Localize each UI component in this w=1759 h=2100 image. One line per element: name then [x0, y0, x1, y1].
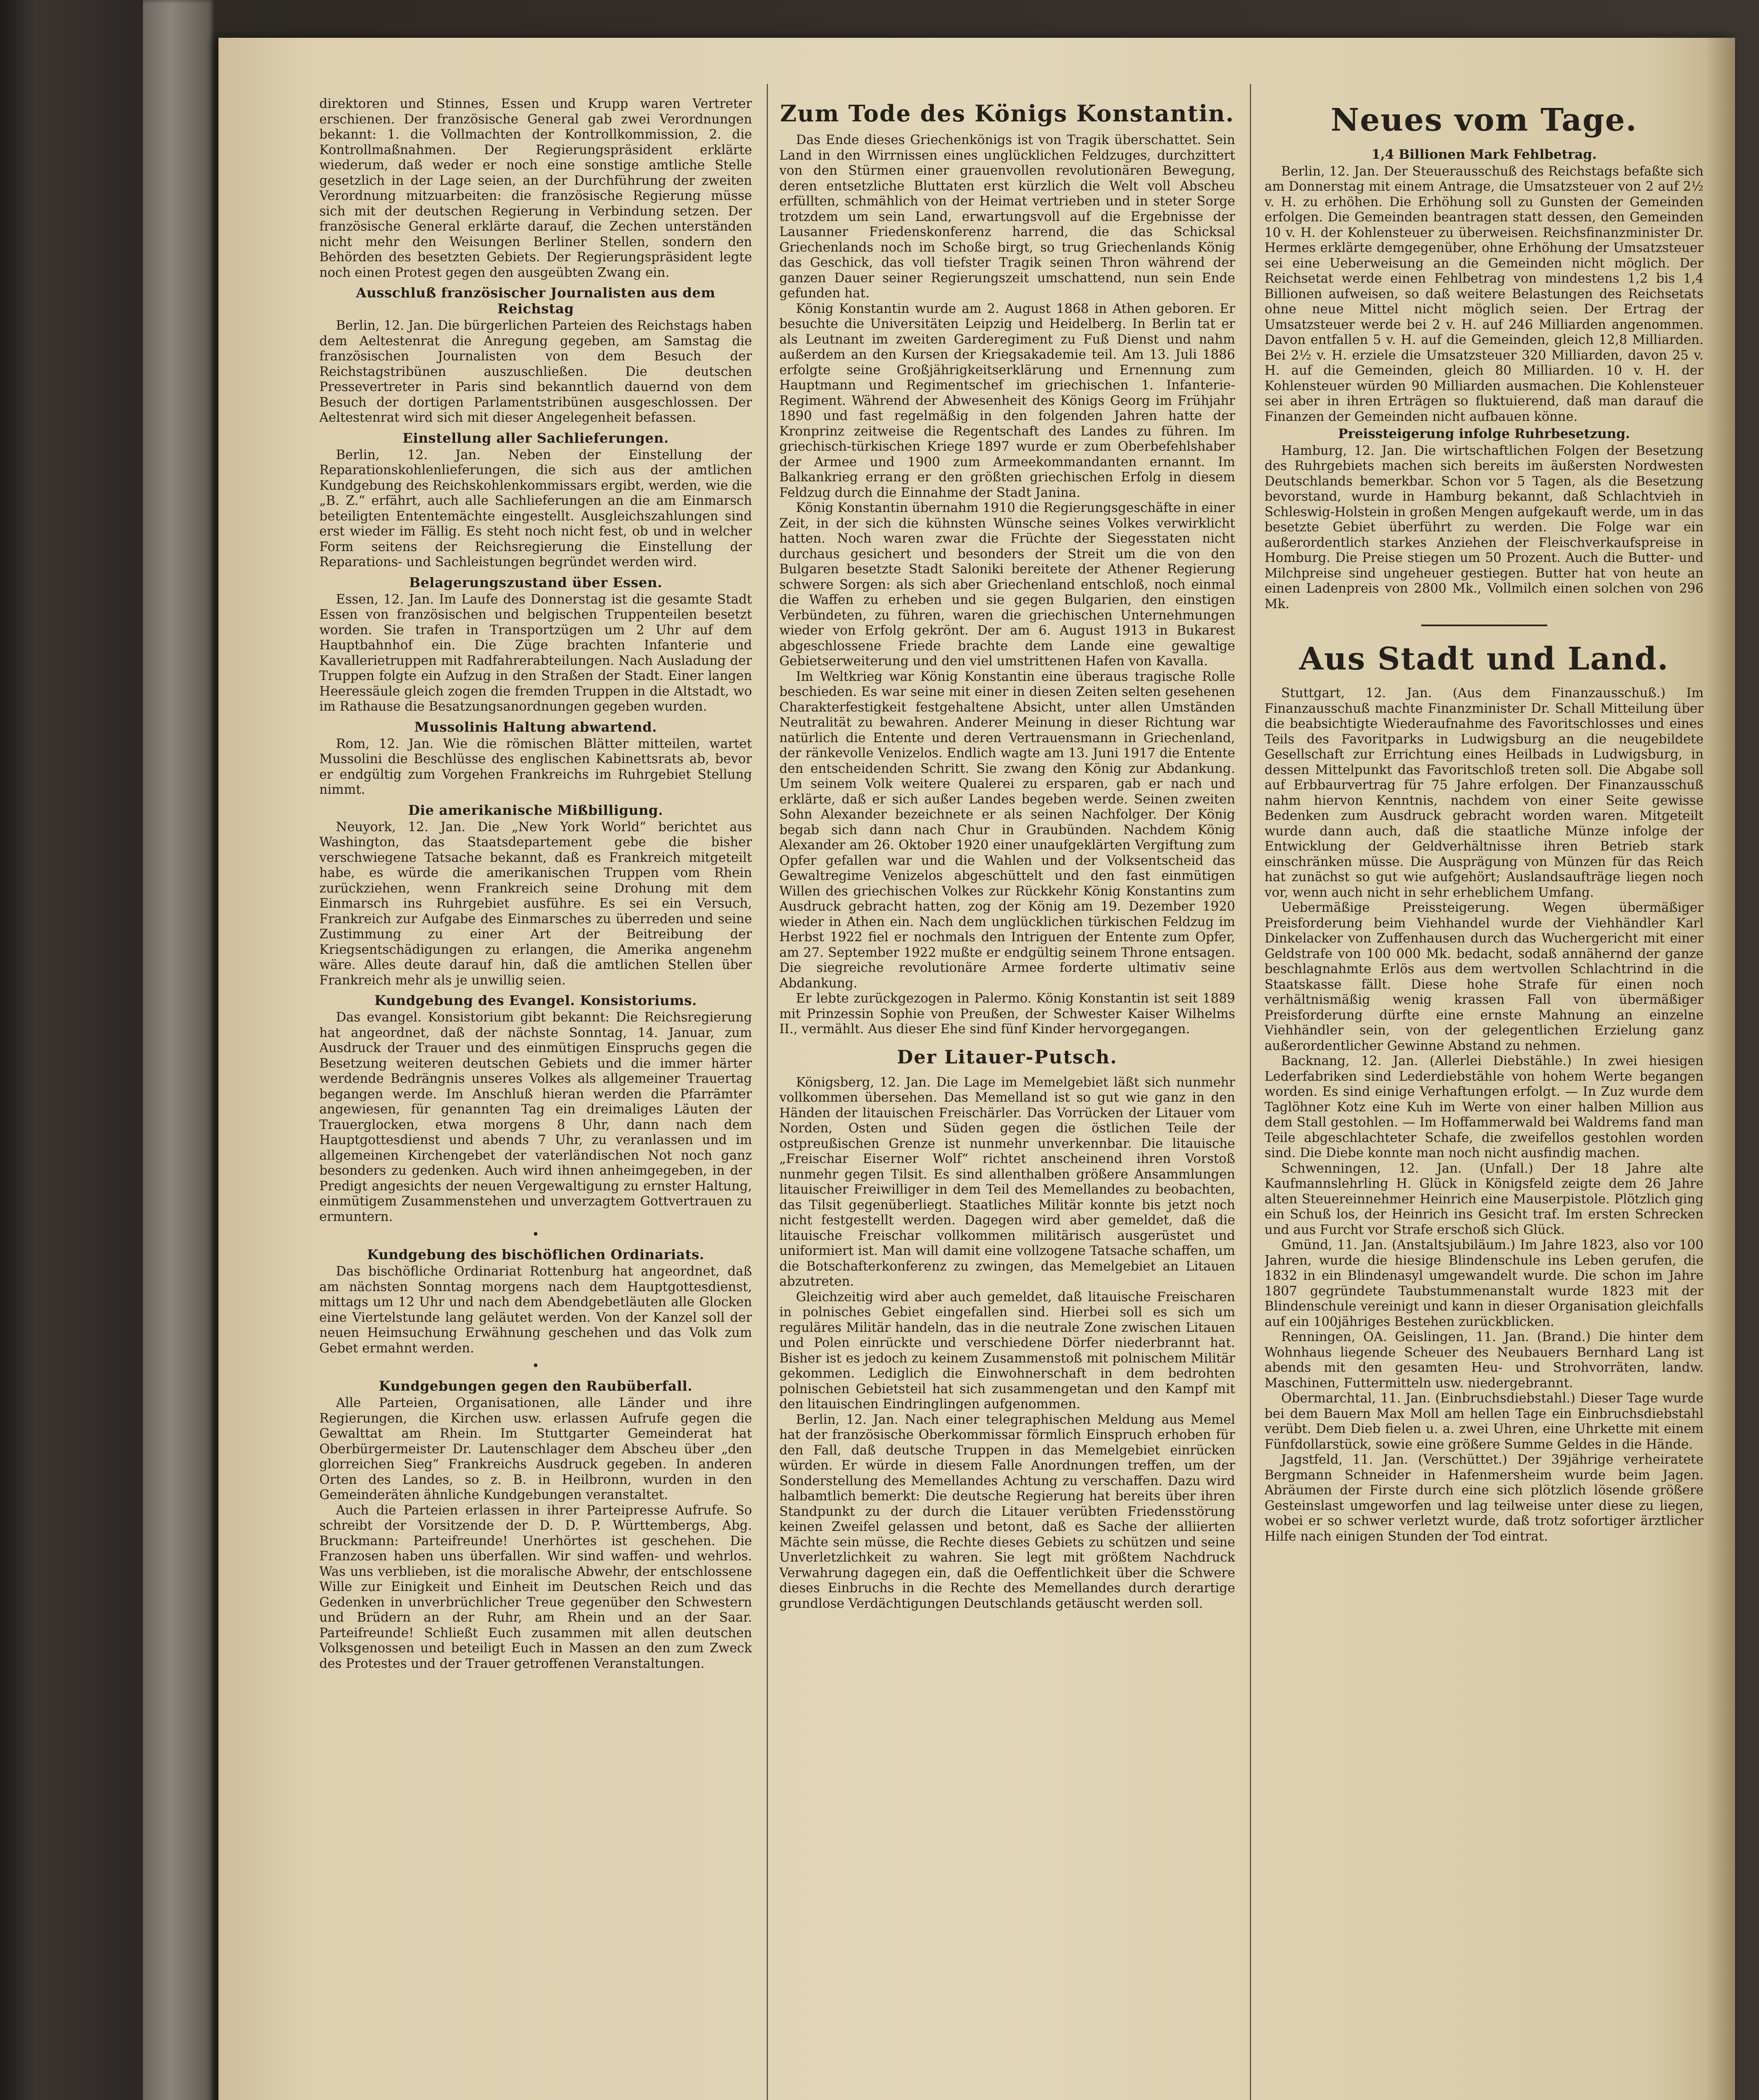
article-heading: Die amerikanische Mißbilligung. — [408, 802, 663, 818]
column-rule-1 — [767, 84, 768, 2100]
separator-dot: • — [532, 1359, 539, 1373]
column-rule-2 — [1250, 84, 1251, 2100]
column-2 — [779, 97, 1235, 2100]
article-paragraph: Essen, 12. Jan. Im Laufe des Donnerstag ist die gesamte Stadt Essen von französischen und belgischen Truppenteilen besetzt worden. Sie trafen in Transportzügen um 2 Uhr auf dem Hauptbahnhof ein. Die Züge brachten Infanterie und Kavallerietruppen mit Radfahrerabteilungen. Nach Ausladung der Truppen folgte ein Aufzug in den Straßen der Stadt. Einer langen Heeressäule gleich zogen die fremden Truppen in die Altstadt, wo im Rathause die Besatzungsanordnungen gegeben wurden. — [319, 592, 752, 714]
article-paragraph: Uebermäßige Preissteigerung. Wegen übermäßiger Preisforderung beim Viehhandel wurde der Viehhändler Karl Dinkelacker von Zuffenhausen durch das Wuchergericht mit einer Geldstrafe von 100 000 Mk. bedacht, sodaß annähernd der ganze beschlagnahmte Erlös aus dem wertvollen Schlachtrind in die Staatskasse fällt. Diese hohe Strafe für einen noch verhältnismäßig wenig krassen Fall von übermäßiger Preisforderung dürfte eine ernste Mahnung an einzelne Viehhändler sein, von der gelegentlichen Erzielung ganz außerordentlicher Gewinne Abstand zu nehmen. — [1265, 900, 1704, 1053]
article-heading: Kundgebungen gegen den Raubüberfall. — [379, 1378, 693, 1394]
article-heading: Einstellung aller Sachlieferungen. — [402, 430, 669, 446]
article-heading: Ausschluß französischer Journalisten aus dem Reichstag — [356, 285, 715, 317]
article-paragraph: Schwenningen, 12. Jan. (Unfall.) Der 18 Jahre alte Kaufmannslehrling H. Glück in Königsfeld zeigte dem 26 Jahre alten Steuereinnehmer Heinrich eine Mauserpistole. Plötzlich ging ein Schuß los, der Heinrich ins Gesicht traf. Im ersten Schrecken und aus Furcht vor Strafe erschoß sich Glück. — [1265, 1161, 1704, 1237]
section-title: Der Litauer-Putsch. — [897, 1046, 1117, 1068]
article-heading: Mussolinis Haltung abwartend. — [414, 719, 657, 735]
article-heading: Kundgebung des bischöflichen Ordinariats. — [367, 1247, 705, 1263]
article-paragraph: Er lebte zurückgezogen in Palermo. König Konstantin ist seit 1889 mit Prinzessin Sophie von Preußen, der Schwester Kaiser Wilhelms II., vermählt. Aus dieser Ehe sind fünf Kinder hervorgegangen. — [779, 991, 1235, 1037]
article-paragraph: Renningen, OA. Geislingen, 11. Jan. (Brand.) Die hinter dem Wohnhaus liegende Scheuer des Neubauers Bernhard Lang ist abends mit den gesamten Heu- und Strohvorräten, landw. Maschinen, Futtermitteln usw. niedergebrannt. — [1265, 1330, 1704, 1391]
article-paragraph: König Konstantin wurde am 2. August 1868 in Athen geboren. Er besuchte die Universitäten Leipzig und Heidelberg. In Berlin tat er als Leutnant im zweiten Garderegiment zu Fuß Dienst und nahm außerdem an den Kursen der Kriegsakademie teil. Am 13. Juli 1886 erfolgte seine Großjährigkeitserklärung und Ernennung zum Hauptmann und Regimentschef im griechischen 1. Infanterie-Regiment. Während der Abwesenheit des Königs Georg im Frühjahr 1890 und fast regelmäßig in den folgenden Jahren hatte der Kronprinz zeitweise die Regentschaft des Landes zu führen. Im griechisch-türkischen Kriege 1897 wurde er zum Oberbefehlshaber der Armee und 1900 zum Armeekommandanten ernannt. Im Balkankrieg errang er den größten griechischen Erfolg in diesem Feldzug durch die Einnahme der Stadt Janina. — [779, 301, 1235, 500]
article-paragraph: direktoren und Stinnes, Essen und Krupp waren Vertreter erschienen. Der französische General gab zwei Verordnungen bekannt: 1. die Vollmachten der Kontrollkommission, 2. die Kontrollmaßnahmen. Der Regierungspräsident erklärte wiederum, daß weder er noch eine sonstige amtliche Stelle gesetzlich in der Lage seien, an der Durchführung der zweiten Verordnung mitzuarbeiten: die französische Regierung müsse sich mit der deutschen Regierung in Verbindung setzen. Der französische General erklärte darauf, die Zechen unterständen nicht mehr den Weisungen Berliner Stellen, sondern den Behörden des besetzten Gebiets. Der Regierungspräsident legte noch einen Protest gegen den ausgeübten Zwang ein. — [319, 97, 752, 280]
article-paragraph: Jagstfeld, 11. Jan. (Verschüttet.) Der 39jährige verheiratete Bergmann Schneider in Hafenmersheim wurde beim Jagen. Abräumen der Firste durch eine sich plötzlich lösende größere Gesteinslast umgeworfen und lag teilweise unter diese zu liegen, wobei er so schwer verletzt wurde, daß trotz sofortiger ärztlicher Hilfe nach einigen Stunden der Tod eintrat. — [1265, 1452, 1704, 1544]
article-paragraph: Obermarchtal, 11. Jan. (Einbruchsdiebstahl.) Dieser Tage wurde bei dem Bauern Max Moll am hellen Tage ein Einbruchsdiebstahl verübt. Dem Dieb fielen u. a. zwei Uhren, eine Uhrkette mit einem Fünfdollarstück, sowie eine größere Summe Geldes in die Hände. — [1265, 1391, 1704, 1452]
article-paragraph: Stuttgart, 12. Jan. (Aus dem Finanzausschuß.) Im Finanzausschuß machte Finanzminister Dr. Schall Mitteilung über die beabsichtigte Wiederaufnahme des Favoritschlosses und eines Teils des Favoritparks in Ludwigsburg an die neugebildete Gesellschaft zur Errichtung eines Heilbads in Ludwigsburg, in dessen Mittelpunkt das Favoritschloß treten soll. Die Abgabe soll auf Erbbaurvertrag für 75 Jahre erfolgen. Der Finanzausschuß nahm hiervon Kenntnis, nachdem von einer Seite gewisse Bedenken zum Ausdruck gebracht worden waren. Mitgeteilt wurde dann auch, daß die staatliche Münze infolge der Entwicklung der Geldverhältnisse ihren Betrieb stark einschränken müsse. Die Ausprägung von Münzen für das Reich hat zunächst so gut wie aufgehört; Auslandsaufträge liegen noch vor, wenn auch nicht in sehr erheblichem Umfang. — [1265, 686, 1704, 900]
article-heading: Belagerungszustand über Essen. — [409, 574, 663, 591]
section-title: Neues vom Tage. — [1330, 102, 1638, 138]
article-paragraph: Gmünd, 11. Jan. (Anstaltsjubiläum.) Im Jahre 1823, also vor 100 Jahren, wurde die hiesige Blindenschule ins Leben gerufen, die 1832 in ein Blindenasyl umgewandelt wurde. Die schon im Jahre 1807 gegründete Taubstummenanstalt wurde 1823 mit der Blindenschule vereinigt und kann in dieser Organisation gleichfalls auf ein 100jähriges Bestehen zurückblicken. — [1265, 1238, 1704, 1329]
separator-dot: • — [532, 1227, 539, 1242]
article-paragraph: Das Ende dieses Griechenkönigs ist von Tragik überschattet. Sein Land in den Wirrnissen eines unglücklichen Feldzuges, durchzittert von den Stürmen einer grauenvollen revolutionären Bewegung, deren entsetzliche Bluttaten erst kürzlich die Welt voll Abscheu erfüllten, schmählich von der Heimat vertrieben und in steter Sorge trotzdem um sein Land, erwartungsvoll auf die Ergebnisse der Lausanner Friedenskonferenz harrend, die das Schicksal Griechenlands noch im Schoße birgt, so trug Griechenlands König das Geschick, das voll tiefster Tragik seinen Thron während der ganzen Dauer seiner Regierungszeit umschattend, nun sein Ende gefunden hat. — [779, 133, 1235, 301]
section-divider — [1421, 625, 1547, 626]
article-heading: Preissteigerung infolge Ruhrbesetzung. — [1338, 426, 1630, 441]
newspaper-page — [218, 38, 1735, 2100]
article-paragraph: Neuyork, 12. Jan. Die „New York World“ berichtet aus Washington, das Staatsdepartement gebe die bisher verschwiegene Tatsache bekannt, daß es Frankreich mitgeteilt habe, es würde die amerikanischen Truppen vom Rhein zurückziehen, wenn Frankreich seine Drohung mit dem Einmarsch ins Ruhrgebiet ausführe. Es sei ein Versuch, Frankreich zur Aufgabe des Einmarsches zu überreden und seine Zustimmung zu einer Art der Beitreibung der Kriegsentschädigungen zu erlangen, die Amerika angenehm wäre. Alles deute darauf hin, daß die amtlichen Stellen über Frankreich mehr als je unwillig seien. — [319, 819, 752, 988]
article-paragraph: Gleichzeitig wird aber auch gemeldet, daß litauische Freischaren in polnisches Gebiet eingefallen sind. Hierbei soll es sich um reguläres Militär handeln, das in die neutrale Zone zwischen Litauen und Polen einrückte und verschiedene Dörfer niederbrannt hat. Bisher ist es jedoch zu keinem Zusammenstoß mit polnischem Militär gekommen. Lediglich die Einwohnerschaft in dem bedrohten polnischen Gebietsteil hat sich zusammengetan und den Kampf mit den litauischen Eindringlingen aufgenommen. — [779, 1289, 1235, 1412]
article-paragraph: Das evangel. Konsistorium gibt bekannt: Die Reichsregierung hat angeordnet, daß der nächste Sonntag, 14. Januar, zum Ausdruck der Trauer und des einmütigen Einspruchs gegen die Besetzung weiteren deutschen Gebiets und die immer härter werdende Bedrängnis unseres Volkes als allgemeiner Trauertag begangen werde. Im Anschluß hieran werden die Pfarrämter angewiesen, für genannten Tag ein dreimaliges Läuten der Trauerglocken, etwa morgens 8 Uhr, dann nach dem Hauptgottesdienst und abends 7 Uhr, zu veranlassen und im allgemeinen Kirchengebet der vaterländischen Not noch ganz besonders zu gedenken. Auch wird ihnen anheimgegeben, in der Predigt angesichts der neuen Vergewaltigung zu ernster Haltung, einmütigem Zusammenstehen und unverzagtem Gottvertrauen zu ermuntern. — [319, 1010, 752, 1224]
article-paragraph: König Konstantin übernahm 1910 die Regierungsgeschäfte in einer Zeit, in der sich die kühnsten Wünsche seines Volkes verwirklicht hatten. Noch waren zwar die Früchte der Siegesstaten nicht durchaus gesichert und besonders der Streit um die von den Bulgaren besetzte Stadt Saloniki bereitete der Athener Regierung schwere Sorgen: als sich aber Griechenland entschloß, noch einmal die Waffen zu erheben und sie gegen Bulgarien, den einstigen Verbündeten, zu führen, waren die griechischen Unternehmungen wieder von Erfolg gekrönt. Der am 6. August 1913 in Bukarest abgeschlossene Friede brachte dem Lande eine gewaltige Gebietserweiterung und den viel umstrittenen Hafen von Kavalla. — [779, 501, 1235, 669]
article-heading: Kundgebung des Evangel. Konsistoriums. — [374, 992, 697, 1008]
article-paragraph: Berlin, 12. Jan. Die bürgerlichen Parteien des Reichstags haben dem Aeltestenrat die Anregung gegeben, am Samstag die französischen Journalisten von dem Besuch der Reichstagstribünen auszuschließen. Die deutschen Pressevertreter in Paris sind bekanntlich dauernd von dem Besuch der dortigen Parlamentstribünen ausgeschlossen. Der Aeltestenrat wird sich mit dieser Angelegenheit befassen. — [319, 318, 752, 425]
column-1 — [319, 97, 752, 2100]
article-paragraph: Backnang, 12. Jan. (Allerlei Diebstähle.) In zwei hiesigen Lederfabriken sind Lederdiebstähle von hohem Werte begangen worden. Es sind einige Verhaftungen erfolgt. — In Zuz wurde dem Taglöhner Kotz eine Kuh im Werte von einer halben Million aus dem Stall gestohlen. — Im Hoffammerwald bei Waldrems fand man Teile abgeschlachteter Schafe, die zweifellos gestohlen worden sind. Die Diebe konnte man noch nicht ausfindig machen. — [1265, 1054, 1704, 1160]
article-paragraph: Berlin, 12. Jan. Neben der Einstellung der Reparationskohlenlieferungen, die sich aus der amtlichen Kundgebung des Reichskohlenkommissars ergibt, werden, wie die „B. Z.“ erfährt, auch alle Sachlieferungen an die am Einmarsch beteiligten Ententemächte eingestellt. Ausgleichszahlungen sind erst wieder im Fällig. Es steht noch nicht fest, ob und in welcher Form seitens der Reichsregierung die Einstellung der Reparations- und Sachleistungen begründet werden wird. — [319, 447, 752, 570]
section-title: Aus Stadt und Land. — [1299, 641, 1669, 677]
article-paragraph: Rom, 12. Jan. Wie die römischen Blätter mitteilen, wartet Mussolini die Beschlüsse des englischen Kabinettsrats ab, bevor er endgültig zum Vorgehen Frankreichs im Ruhrgebiet Stellung nimmt. — [319, 736, 752, 797]
article-heading: 1,4 Billionen Mark Fehlbetrag. — [1371, 147, 1597, 162]
column-3 — [1265, 97, 1704, 1995]
article-paragraph: Berlin, 12. Jan. Nach einer telegraphischen Meldung aus Memel hat der französische Oberkommissar förmlich Einspruch erhoben für den Fall, daß deutsche Truppen in das Memelgebiet einrücken würden. Er würde in diesem Falle Anordnungen treffen, um der Sonderstellung des Memellandes Achtung zu verschaffen. Dazu wird halbamtlich bemerkt: Die deutsche Regierung hat bereits über ihren Standpunkt zu der durch die Litauer verübten Friedensstörung keinen Zweifel gelassen und betont, daß es Sache der alliierten Mächte sein müsse, die Rechte dieses Gebiets zu schützen und seine Unverletzlichkeit zu wahren. Sie legt mit größtem Nachdruck Verwahrung dagegen ein, daß die Oeffentlichkeit über die Schwere dieses Einbruchs in die Rechte des Memellandes durch derartige grundlose Verdächtigungen Deutschlands getäuscht werden soll. — [779, 1412, 1235, 1611]
section-title: Zum Tode des Königs Konstantin. — [780, 100, 1235, 127]
article-paragraph: Im Weltkrieg war König Konstantin eine überaus tragische Rolle beschieden. Es war seine mit einer in diesen Zeiten selten gesehenen Charakterfestigkeit festgehaltene Absicht, unter allen Umständen Neutralität zu bewahren. Anderer Meinung in dieser Richtung war natürlich die Entente und deren Vertrauensmann in Griechenland, der ränkevolle Venizelos. Endlich wagte am 13. Juni 1917 die Entente den entscheidenden Schritt. Sie zwang den König zur Abdankung. Um seinem Volk weitere Qualerei zu ersparen, gab er nach und erklärte, daß er sich außer Landes begeben werde. Seinen zweiten Sohn Alexander bezeichnete er als seinen Nachfolger. Der König begab sich dann nach Chur in Graubünden. Nachdem König Alexander am 26. Oktober 1920 einer unaufgeklärten Vergiftung zum Opfer gefallen war und die Wahlen und der Volksentscheid das Gewaltregime Venizelos abgeschüttelt und den fast einmütigen Willen des griechischen Volkes zur Rückkehr König Konstantins zum Ausdruck gebracht hatten, zog der König am 19. Dezember 1920 wieder in Athen ein. Nach dem unglücklichen türkischen Feldzug im Herbst 1922 fiel er nochmals den Intriguen der Entente zum Opfer, am 27. September 1922 mußte er endgültig seinem Throne entsagen. Die siegreiche revolutionäre Armee forderte ultimativ seine Abdankung. — [779, 669, 1235, 991]
article-paragraph: Königsberg, 12. Jan. Die Lage im Memelgebiet läßt sich nunmehr vollkommen übersehen. Das Memelland ist so gut wie ganz in den Händen der litauischen Freischärler. Das Vorrücken der Litauer vom Norden, Osten und Süden gegen die östlichen Teile der ostpreußischen Grenze ist nunmehr unverkennbar. Die litauische „Freischar Eiserner Wolf“ richtet anscheinend ihren Vorstoß nunmehr gegen Tilsit. Es sind allenthalben größere Ansammlungen litauischer Freiwilliger in dem Teil des Memellandes zu beobachten, das Tilsit gegenüberliegt. Staatliches Militär konnte bis jetzt noch nicht festgestellt werden. Dagegen wird aber gemeldet, daß die litauische Freischar vollkommen militärisch ausgerüstet und uniformiert ist. Man will damit eine vollzogene Tatsache schaffen, um die Botschafterkonferenz zu zwingen, das Memelgebiet an Litauen abzutreten. — [779, 1075, 1235, 1289]
article-paragraph: Alle Parteien, Organisationen, alle Länder und ihre Regierungen, die Kirchen usw. erlassen Aufrufe gegen die Gewalttat am Rhein. Im Stuttgarter Gemeinderat hat Oberbürgermeister Dr. Lautenschlager dem Abscheu über „den glorreichen Sieg“ Frankreichs Ausdruck gegeben. In anderen Orten des Landes, so z. B. in Heilbronn, wurden in den Gemeinderäten ähnliche Kundgebungen veranstaltet. — [319, 1396, 752, 1502]
article-paragraph: Auch die Parteien erlassen in ihrer Parteipresse Aufrufe. So schreibt der Vorsitzende der D. D. P. Württembergs, Abg. Bruckmann: Parteifreunde! Unerhörtes ist geschehen. Die Franzosen haben uns überfallen. Wir sind waffen- und wehrlos. Was uns verblieben, ist die moralische Abwehr, der entschlossene Wille zur Einigkeit und Einheit im Deutschen Reich und das Gedenken in unverbrüchlicher Treue gegenüber den Schwestern und Brüdern an der Ruhr, am Rhein und an der Saar. Parteifreunde! Schließt Euch zusammen mit allen deutschen Volksgenossen und beteiligt Euch in Massen an den zum Zweck des Protestes und der Trauer getroffenen Veranstaltungen. — [319, 1503, 752, 1671]
article-paragraph: Hamburg, 12. Jan. Die wirtschaftlichen Folgen der Besetzung des Ruhrgebiets machen sich bereits im äußersten Nordwesten Deutschlands bemerkbar. Schon vor 5 Tagen, als die Besetzung bevorstand, wurde in Hamburg bekannt, daß Schlachtvieh in Schleswig-Holstein in großen Mengen aufgekauft werde, um in das besetzte Gebiet überführt zu werden. Die Folge war ein außerordentlich starkes Anziehen der Fleischverkaufspreise in Homburg. Die Preise stiegen um 50 Prozent. Auch die Butter- und Milchpreise sind ungeheuer gestiegen. Butter hat von heute an einen Ladenpreis von 2800 Mk., Vollmilch einen solchen von 296 Mk. — [1265, 443, 1704, 612]
article-paragraph: Das bischöfliche Ordinariat Rottenburg hat angeordnet, daß am nächsten Sonntag morgens nach dem Hauptgottesdienst, mittags um 12 Uhr und nach dem Abendgebetläuten alle Glocken eine Viertelstunde lang geläutet werden. Von der Kanzel soll der neuen Heimsuchung Erwähnung geschehen und das Volk zum Gebet ermahnt werden. — [319, 1264, 752, 1356]
book-spine — [143, 0, 214, 2100]
article-paragraph: Berlin, 12. Jan. Der Steuerausschuß des Reichstags befaßte sich am Donnerstag mit einem Antrage, die Umsatzsteuer von 2 auf 2½ v. H. zu erhöhen. Die Erhöhung soll zu Gunsten der Gemeinden erfolgen. Die Gemeinden beantragen statt dessen, den Gemeinden 10 v. H. der Kohlensteuer zu überweisen. Reichsfinanzminister Dr. Hermes erklärte demgegenüber, ohne Erhöhung der Umsatzsteuer sei eine Ueberweisung an die Gemeinden nicht möglich. Der Reichsetat werde einen Fehlbetrag von mindestens 1,2 bis 1,4 Billionen aufweisen, so daß weitere Belastungen des Reichsetats ohne neue Mittel nicht möglich seien. Der Ertrag der Umsatzsteuer werde bei 2 v. H. auf 246 Milliarden angenommen. Davon entfallen 5 v. H. auf die Gemeinden, gleich 12,8 Milliarden. Bei 2½ v. H. erziele die Umsatzsteuer 320 Milliarden, davon 25 v. H. auf die Gemeinden, gleich 80 Milliarden. 10 v. H. der Kohlensteuer würden 90 Milliarden ausmachen. Die Kohlensteuer sei aber in ihren Erträgen so fluktuierend, daß man darauf die Finanzen der Gemeinden nicht aufbauen könne. — [1265, 164, 1704, 424]
